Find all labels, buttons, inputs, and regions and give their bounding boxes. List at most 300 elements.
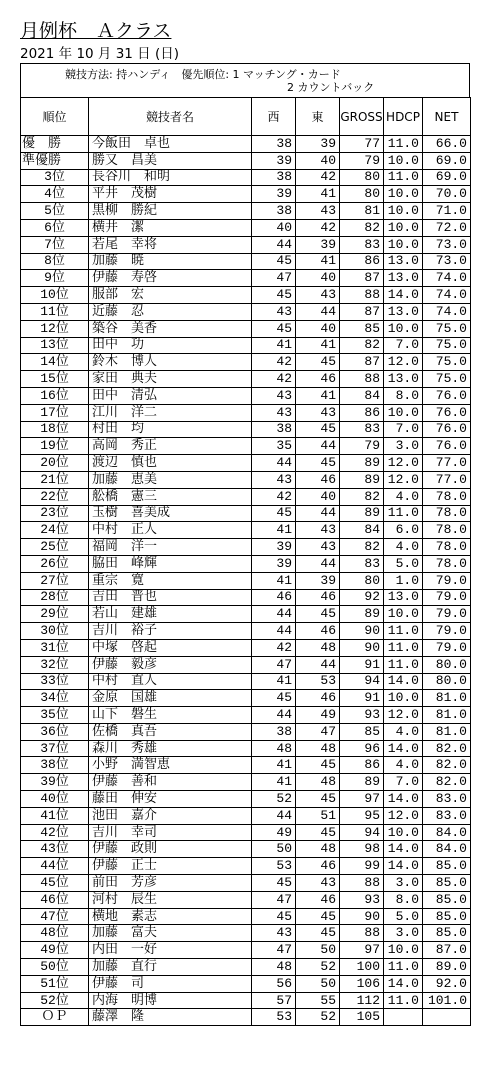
player-name-cell: 金原 国雄 [89, 690, 252, 707]
table-row [21, 186, 471, 203]
table-row [21, 606, 471, 623]
net-cell: 92.0 [423, 975, 471, 992]
west-score-cell: 53 [252, 1009, 296, 1026]
west-score-cell: 39 [252, 539, 296, 556]
player-name-cell: 中村 正人 [89, 522, 252, 539]
east-score-cell: 50 [296, 975, 340, 992]
west-score-cell: 43 [252, 471, 296, 488]
header-row [21, 98, 471, 136]
west-score-cell: 41 [252, 774, 296, 791]
hdcp-cell: 4.0 [384, 757, 423, 774]
hdcp-cell: 11.0 [384, 639, 423, 656]
west-score-cell: 42 [252, 354, 296, 371]
net-cell: 84.0 [423, 824, 471, 841]
east-score-cell: 44 [296, 438, 340, 455]
east-score-cell: 41 [296, 186, 340, 203]
table-row [21, 371, 471, 388]
table-row [21, 572, 471, 589]
east-score-cell: 40 [296, 320, 340, 337]
net-cell: 75.0 [423, 371, 471, 388]
table-row [21, 673, 471, 690]
hdcp-cell: 14.0 [384, 858, 423, 875]
player-name-cell: 伊藤 正士 [89, 858, 252, 875]
west-score-cell: 42 [252, 488, 296, 505]
hdcp-cell: 13.0 [384, 270, 423, 287]
player-name-cell: 加藤 富夫 [89, 925, 252, 942]
player-name-cell: 平井 茂樹 [89, 186, 252, 203]
hdcp-cell: 12.0 [384, 471, 423, 488]
net-cell: 81.0 [423, 707, 471, 724]
east-score-cell: 45 [296, 791, 340, 808]
hdcp-cell: 8.0 [384, 891, 423, 908]
rank-cell: 11位 [21, 303, 89, 320]
west-score-cell: 44 [252, 236, 296, 253]
east-score-cell: 46 [296, 623, 340, 640]
hdcp-cell: 5.0 [384, 908, 423, 925]
table-row [21, 757, 471, 774]
west-score-cell: 47 [252, 656, 296, 673]
rank-cell: 27位 [21, 572, 89, 589]
gross-cell: 83 [340, 421, 384, 438]
net-cell: 81.0 [423, 723, 471, 740]
east-score-cell: 41 [296, 253, 340, 270]
west-score-cell: 44 [252, 606, 296, 623]
gross-cell: 86 [340, 404, 384, 421]
gross-cell: 89 [340, 455, 384, 472]
player-name-cell: 佐橋 真吾 [89, 723, 252, 740]
header-player-name: 競技者名 [89, 98, 252, 136]
rank-cell: 20位 [21, 455, 89, 472]
table-row [21, 639, 471, 656]
gross-cell: 88 [340, 287, 384, 304]
header-hdcp: HDCP [384, 98, 423, 136]
east-score-cell: 42 [296, 169, 340, 186]
hdcp-cell: 7.0 [384, 337, 423, 354]
east-score-cell: 45 [296, 354, 340, 371]
gross-cell: 90 [340, 623, 384, 640]
hdcp-cell: 11.0 [384, 136, 423, 153]
player-name-cell: 中村 直人 [89, 673, 252, 690]
east-score-cell: 46 [296, 858, 340, 875]
player-name-cell: 田中 清弘 [89, 387, 252, 404]
west-score-cell: 45 [252, 320, 296, 337]
rank-cell: 準優勝 [21, 152, 89, 169]
west-score-cell: 40 [252, 219, 296, 236]
gross-cell: 92 [340, 589, 384, 606]
east-score-cell: 48 [296, 639, 340, 656]
table-row [21, 471, 471, 488]
player-name-cell: 江川 洋二 [89, 404, 252, 421]
west-score-cell: 47 [252, 891, 296, 908]
player-name-cell: 伊藤 政則 [89, 841, 252, 858]
net-cell: 73.0 [423, 253, 471, 270]
west-score-cell: 48 [252, 740, 296, 757]
gross-cell: 82 [340, 488, 384, 505]
table-row [21, 270, 471, 287]
west-score-cell: 45 [252, 690, 296, 707]
player-name-cell: 重宗 寛 [89, 572, 252, 589]
rank-cell: 40位 [21, 791, 89, 808]
rank-cell: 29位 [21, 606, 89, 623]
gross-cell: 80 [340, 186, 384, 203]
table-row [21, 337, 471, 354]
gross-cell: 80 [340, 169, 384, 186]
west-score-cell: 38 [252, 169, 296, 186]
player-name-cell: 前田 芳彦 [89, 875, 252, 892]
player-name-cell: 長谷川 和明 [89, 169, 252, 186]
table-row [21, 539, 471, 556]
west-score-cell: 41 [252, 337, 296, 354]
net-cell: 78.0 [423, 488, 471, 505]
player-name-cell: 若尾 幸将 [89, 236, 252, 253]
table-row [21, 824, 471, 841]
west-score-cell: 46 [252, 589, 296, 606]
net-cell: 74.0 [423, 303, 471, 320]
gross-cell: 86 [340, 253, 384, 270]
hdcp-cell: 3.0 [384, 438, 423, 455]
hdcp-cell: 10.0 [384, 404, 423, 421]
hdcp-cell: 14.0 [384, 740, 423, 757]
west-score-cell: 35 [252, 438, 296, 455]
hdcp-cell: 4.0 [384, 723, 423, 740]
hdcp-cell: 10.0 [384, 824, 423, 841]
hdcp-cell: 11.0 [384, 169, 423, 186]
net-cell: 84.0 [423, 841, 471, 858]
table-row [21, 690, 471, 707]
event-date: 2021 年 10 月 31 日 (日) [20, 46, 179, 62]
east-score-cell: 46 [296, 690, 340, 707]
hdcp-cell: 10.0 [384, 186, 423, 203]
net-cell: 85.0 [423, 908, 471, 925]
west-score-cell: 43 [252, 925, 296, 942]
net-cell: 66.0 [423, 136, 471, 153]
west-score-cell: 45 [252, 908, 296, 925]
hdcp-cell: 7.0 [384, 774, 423, 791]
hdcp-cell: 10.0 [384, 236, 423, 253]
east-score-cell: 45 [296, 606, 340, 623]
net-cell: 70.0 [423, 186, 471, 203]
rank-cell: 30位 [21, 623, 89, 640]
rank-cell: 45位 [21, 875, 89, 892]
gross-cell: 97 [340, 942, 384, 959]
hdcp-cell: 7.0 [384, 421, 423, 438]
competition-info-box [20, 63, 470, 97]
gross-cell: 98 [340, 841, 384, 858]
hdcp-cell: 14.0 [384, 673, 423, 690]
player-name-cell: 田中 功 [89, 337, 252, 354]
player-name-cell: 黒柳 勝紀 [89, 203, 252, 220]
player-name-cell: 横地 素志 [89, 908, 252, 925]
gross-cell: 88 [340, 925, 384, 942]
player-name-cell: 加藤 暁 [89, 253, 252, 270]
player-name-cell: 小野 満智恵 [89, 757, 252, 774]
player-name-cell: 内田 一好 [89, 942, 252, 959]
east-score-cell: 51 [296, 807, 340, 824]
rank-cell: 46位 [21, 891, 89, 908]
rank-cell: 16位 [21, 387, 89, 404]
rank-cell: 31位 [21, 639, 89, 656]
west-score-cell: 43 [252, 387, 296, 404]
hdcp-cell: 11.0 [384, 992, 423, 1009]
gross-cell: 85 [340, 320, 384, 337]
west-score-cell: 38 [252, 723, 296, 740]
net-cell [423, 1009, 471, 1026]
header-east: 東 [296, 98, 340, 136]
rank-cell: 22位 [21, 488, 89, 505]
gross-cell: 82 [340, 539, 384, 556]
rank-cell: 28位 [21, 589, 89, 606]
player-name-cell: 山下 磐生 [89, 707, 252, 724]
gross-cell: 77 [340, 136, 384, 153]
net-cell: 89.0 [423, 959, 471, 976]
east-score-cell: 41 [296, 387, 340, 404]
net-cell: 74.0 [423, 270, 471, 287]
table-row [21, 303, 471, 320]
west-score-cell: 47 [252, 942, 296, 959]
table-row [21, 455, 471, 472]
table-row [21, 841, 471, 858]
east-score-cell: 43 [296, 875, 340, 892]
table-row [21, 992, 471, 1009]
table-row [21, 656, 471, 673]
table-row [21, 707, 471, 724]
net-cell: 81.0 [423, 690, 471, 707]
hdcp-cell: 3.0 [384, 875, 423, 892]
net-cell: 83.0 [423, 791, 471, 808]
hdcp-cell: 11.0 [384, 623, 423, 640]
gross-cell: 85 [340, 723, 384, 740]
gross-cell: 100 [340, 959, 384, 976]
east-score-cell: 45 [296, 421, 340, 438]
east-score-cell: 43 [296, 522, 340, 539]
net-cell: 78.0 [423, 555, 471, 572]
east-score-cell: 46 [296, 589, 340, 606]
player-name-cell: 服部 宏 [89, 287, 252, 304]
hdcp-cell: 10.0 [384, 320, 423, 337]
east-score-cell: 52 [296, 959, 340, 976]
rank-cell: 42位 [21, 824, 89, 841]
net-cell: 79.0 [423, 639, 471, 656]
east-score-cell: 41 [296, 337, 340, 354]
net-cell: 79.0 [423, 623, 471, 640]
rank-cell: 23位 [21, 505, 89, 522]
net-cell: 101.0 [423, 992, 471, 1009]
rank-cell: 35位 [21, 707, 89, 724]
east-score-cell: 52 [296, 1009, 340, 1026]
east-score-cell: 42 [296, 219, 340, 236]
west-score-cell: 38 [252, 421, 296, 438]
player-name-cell: 横井 潔 [89, 219, 252, 236]
west-score-cell: 56 [252, 975, 296, 992]
net-cell: 85.0 [423, 875, 471, 892]
net-cell: 83.0 [423, 807, 471, 824]
hdcp-cell: 12.0 [384, 354, 423, 371]
net-cell: 77.0 [423, 455, 471, 472]
table-row [21, 236, 471, 253]
table-row [21, 807, 471, 824]
rank-cell: 43位 [21, 841, 89, 858]
hdcp-cell: 1.0 [384, 572, 423, 589]
east-score-cell: 45 [296, 757, 340, 774]
net-cell: 85.0 [423, 925, 471, 942]
hdcp-cell: 13.0 [384, 303, 423, 320]
east-score-cell: 39 [296, 236, 340, 253]
east-score-cell: 45 [296, 925, 340, 942]
player-name-cell: 池田 嘉介 [89, 807, 252, 824]
player-name-cell: 内海 明博 [89, 992, 252, 1009]
rank-cell: 21位 [21, 471, 89, 488]
gross-cell: 88 [340, 371, 384, 388]
header-rank: 順位 [21, 98, 89, 136]
gross-cell: 91 [340, 690, 384, 707]
rank-cell: ＯＰ [21, 1009, 89, 1026]
net-cell: 73.0 [423, 236, 471, 253]
east-score-cell: 46 [296, 471, 340, 488]
player-name-cell: 家田 典夫 [89, 371, 252, 388]
rank-cell: 26位 [21, 555, 89, 572]
table-row [21, 219, 471, 236]
west-score-cell: 57 [252, 992, 296, 1009]
player-name-cell: 近藤 忍 [89, 303, 252, 320]
rank-cell: 51位 [21, 975, 89, 992]
rank-cell: 優 勝 [21, 136, 89, 153]
rank-cell: 36位 [21, 723, 89, 740]
player-name-cell: 森川 秀雄 [89, 740, 252, 757]
gross-cell: 81 [340, 203, 384, 220]
gross-cell: 90 [340, 908, 384, 925]
hdcp-cell: 10.0 [384, 203, 423, 220]
player-name-cell: 河村 辰生 [89, 891, 252, 908]
hdcp-cell [384, 1009, 423, 1026]
west-score-cell: 44 [252, 455, 296, 472]
player-name-cell: 藤澤 隆 [89, 1009, 252, 1026]
hdcp-cell: 14.0 [384, 841, 423, 858]
gross-cell: 90 [340, 639, 384, 656]
gross-cell: 112 [340, 992, 384, 1009]
west-score-cell: 39 [252, 555, 296, 572]
player-name-cell: 吉川 幸司 [89, 824, 252, 841]
player-name-cell: 脇田 峰輝 [89, 555, 252, 572]
east-score-cell: 45 [296, 455, 340, 472]
gross-cell: 93 [340, 891, 384, 908]
gross-cell: 87 [340, 270, 384, 287]
table-row [21, 522, 471, 539]
hdcp-cell: 10.0 [384, 152, 423, 169]
player-name-cell: 中塚 啓起 [89, 639, 252, 656]
rank-cell: 13位 [21, 337, 89, 354]
east-score-cell: 44 [296, 505, 340, 522]
rank-cell: 8位 [21, 253, 89, 270]
net-cell: 77.0 [423, 471, 471, 488]
east-score-cell: 48 [296, 841, 340, 858]
player-name-cell: 伊藤 寿啓 [89, 270, 252, 287]
west-score-cell: 43 [252, 404, 296, 421]
east-score-cell: 44 [296, 555, 340, 572]
net-cell: 74.0 [423, 287, 471, 304]
east-score-cell: 39 [296, 572, 340, 589]
header-gross: GROSS [340, 98, 384, 136]
table-row [21, 858, 471, 875]
west-score-cell: 45 [252, 505, 296, 522]
rank-cell: 25位 [21, 539, 89, 556]
hdcp-cell: 14.0 [384, 975, 423, 992]
table-row [21, 253, 471, 270]
net-cell: 72.0 [423, 219, 471, 236]
west-score-cell: 39 [252, 186, 296, 203]
east-score-cell: 43 [296, 287, 340, 304]
east-score-cell: 53 [296, 673, 340, 690]
rank-cell: 39位 [21, 774, 89, 791]
table-row [21, 1009, 471, 1026]
east-score-cell: 43 [296, 404, 340, 421]
east-score-cell: 47 [296, 723, 340, 740]
west-score-cell: 53 [252, 858, 296, 875]
gross-cell: 82 [340, 337, 384, 354]
hdcp-cell: 3.0 [384, 925, 423, 942]
net-cell: 76.0 [423, 404, 471, 421]
hdcp-cell: 6.0 [384, 522, 423, 539]
east-score-cell: 48 [296, 774, 340, 791]
hdcp-cell: 12.0 [384, 455, 423, 472]
gross-cell: 79 [340, 438, 384, 455]
player-name-cell: 渡辺 慎也 [89, 455, 252, 472]
document-title: 月例杯 Ａクラス [20, 20, 172, 42]
west-score-cell: 39 [252, 152, 296, 169]
gross-cell: 89 [340, 505, 384, 522]
table-row [21, 354, 471, 371]
gross-cell: 99 [340, 858, 384, 875]
table-row [21, 942, 471, 959]
table-row [21, 438, 471, 455]
rank-cell: 12位 [21, 320, 89, 337]
player-name-cell: 玉樹 喜美成 [89, 505, 252, 522]
gross-cell: 88 [340, 875, 384, 892]
net-cell: 87.0 [423, 942, 471, 959]
table-row [21, 404, 471, 421]
net-cell: 82.0 [423, 757, 471, 774]
player-name-cell: 高岡 秀正 [89, 438, 252, 455]
table-row [21, 925, 471, 942]
table-row [21, 791, 471, 808]
gross-cell: 89 [340, 774, 384, 791]
table-row [21, 908, 471, 925]
table-row [21, 555, 471, 572]
gross-cell: 89 [340, 471, 384, 488]
west-score-cell: 50 [252, 841, 296, 858]
hdcp-cell: 11.0 [384, 959, 423, 976]
net-cell: 80.0 [423, 656, 471, 673]
net-cell: 75.0 [423, 354, 471, 371]
west-score-cell: 44 [252, 623, 296, 640]
west-score-cell: 44 [252, 707, 296, 724]
rank-cell: 17位 [21, 404, 89, 421]
net-cell: 75.0 [423, 320, 471, 337]
table-row [21, 320, 471, 337]
player-name-cell: 吉田 晋也 [89, 589, 252, 606]
rank-cell: 24位 [21, 522, 89, 539]
rank-cell: 50位 [21, 959, 89, 976]
table-row [21, 774, 471, 791]
hdcp-cell: 11.0 [384, 656, 423, 673]
table-row [21, 589, 471, 606]
east-score-cell: 45 [296, 908, 340, 925]
gross-cell: 83 [340, 236, 384, 253]
gross-cell: 95 [340, 807, 384, 824]
player-name-cell: 福岡 洋一 [89, 539, 252, 556]
player-name-cell: 若山 建雄 [89, 606, 252, 623]
table-row [21, 875, 471, 892]
gross-cell: 91 [340, 656, 384, 673]
